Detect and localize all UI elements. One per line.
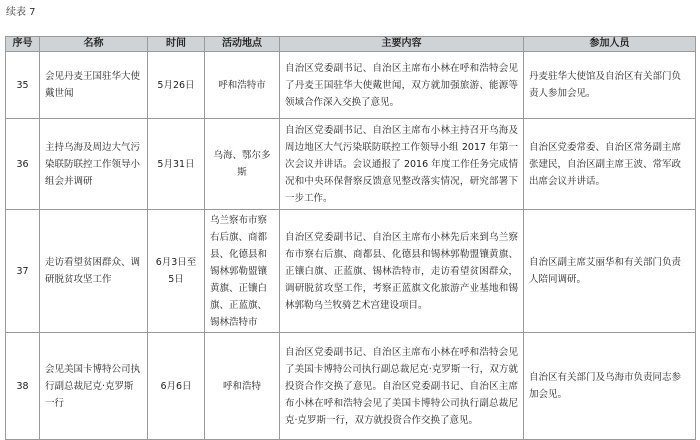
cell-participants: 自治区有关部门及乌海市负责同志参加会见。 (524, 333, 696, 440)
cell-date: 5月26日 (148, 52, 205, 119)
cell-content: 自治区党委副书记、自治区主席布小林先后来到乌兰察布市察右后旗、商都县、化德县和锡林郭勒盟镶黄旗、正镶白旗、正蓝旗、锡林浩特市，走访看望贫困群众，调研脱贫攻坚工作，考察正蓝旗文化旅游产业基地和锡林郭勒乌兰牧骑艺术宫建设项目。 (280, 210, 524, 333)
cell-no: 36 (6, 119, 40, 210)
cell-name: 会见美国卡博特公司执行副总裁尼克·克罗斯一行 (40, 333, 148, 440)
cell-date: 6月6日 (148, 333, 205, 440)
header-participants: 参加人员 (524, 37, 696, 52)
table-row (6, 210, 696, 333)
cell-participants: 丹麦驻华大使馆及自治区有关部门负责人参加会见。 (524, 52, 696, 119)
cell-no: 35 (6, 52, 40, 119)
cell-no: 38 (6, 333, 40, 440)
cell-place: 乌海、鄂尔多斯 (205, 119, 280, 210)
cell-date: 6月3日至5日 (148, 210, 205, 333)
header-date: 时间 (148, 37, 205, 52)
cell-place: 呼和浩特市 (205, 52, 280, 119)
cell-participants: 自治区党委常委、自治区常务副主席张建民，自治区副主席王波、常军政出席会议并讲话。 (524, 119, 696, 210)
cell-content: 自治区党委副书记、自治区主席布小林在呼和浩特会见了美国卡博特公司执行副总裁尼克·克罗斯一行，双方就投资合作交换了意见。自治区党委副书记、自治区主席布小林在呼和浩特会见了美国卡博特公司执行副总裁尼克·克罗斯一行，双方就投资合作交换了意见。 (280, 333, 524, 440)
cell-name: 走访看望贫困群众、调研脱贫攻坚工作 (40, 210, 148, 333)
cell-date: 5月31日 (148, 119, 205, 210)
table-row (6, 52, 696, 119)
page-label: 续表 7 (6, 7, 36, 18)
header-content: 主要内容 (280, 37, 524, 52)
table-row (6, 119, 696, 210)
header-name: 名称 (40, 37, 148, 52)
activity-table (5, 36, 696, 440)
cell-place: 乌兰察布市察右后旗、商都县、化德县和锡林郭勒盟镶黄旗、正镶白旗、正蓝旗、锡林浩特市 (205, 210, 280, 333)
cell-name: 主持乌海及周边大气污染联防联控工作领导小组会并调研 (40, 119, 148, 210)
cell-content: 自治区党委副书记、自治区主席布小林在呼和浩特会见了丹麦王国驻华大使戴世闻，双方就加强旅游、能源等领域合作深入交换了意见。 (280, 52, 524, 119)
header-place: 活动地点 (205, 37, 280, 52)
cell-no: 37 (6, 210, 40, 333)
cell-content: 自治区党委副书记、自治区主席布小林主持召开乌海及周边地区大气污染联防联控工作领导小组 2017 年第一次会议并讲话。会议通报了 2016 年度工作任务完成情况和中央环保督察反馈意见整改落实情况，研究部署下一步工作。 (280, 119, 524, 210)
table-header-row (6, 37, 696, 52)
cell-place: 呼和浩特 (205, 333, 280, 440)
header-no: 序号 (6, 37, 40, 52)
table-row (6, 333, 696, 440)
cell-name: 会见丹麦王国驻华大使戴世闻 (40, 52, 148, 119)
cell-participants: 自治区副主席艾丽华和有关部门负责人陪同调研。 (524, 210, 696, 333)
